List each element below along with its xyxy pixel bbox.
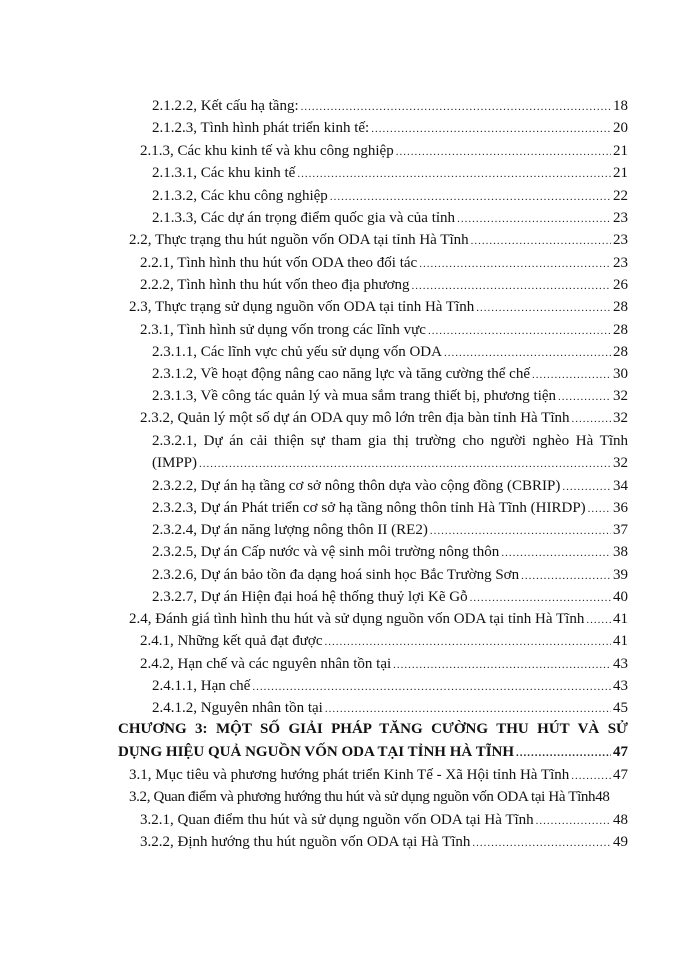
toc-entry-page: 48 [613,812,628,828]
toc-entry-title: 2.2, Thực trạng thu hút nguồn vốn ODA tại tỉnh Hà Tĩnh [129,232,469,248]
toc-leader-dots [444,343,611,363]
toc-entry-page: 34 [613,478,628,494]
toc-entry-page: 23 [613,210,628,226]
toc-entry [152,587,628,607]
toc-entry-title: 2.1.3.3, Các dự án trọng điểm quốc gia và của tỉnh [152,210,456,226]
toc-entry-page: 43 [613,656,628,672]
toc-entry [152,118,628,138]
toc-entry-title: 2.4.1.2, Nguyên nhân tồn tại [152,700,323,716]
toc-entry-title: 2.2.2, Tình hình thu hút vốn theo địa phương [140,277,410,293]
toc-entry [129,230,628,250]
toc-entry-title: 2.4, Đánh giá tình hình thu hút và sử dụng nguồn vốn ODA tại tỉnh Hà Tĩnh [129,611,585,627]
toc-entry [152,453,628,473]
toc-entry-title: 2.3.2.5, Dự án Cấp nước và vệ sinh môi trường nông thôn [152,544,500,560]
toc-leader-dots [396,142,611,162]
chapter-heading-entry [118,742,628,762]
toc-entry-page: 28 [613,344,628,360]
toc-entry [152,96,628,116]
toc-entry-title: 3.2, Quan điểm và phương hướng thu hút và sử dụng nguồn vốn ODA tại Hà Tĩnh [129,789,596,805]
toc-entry [152,186,628,206]
toc-entry-title: 2.3.2.7, Dự án Hiện đại hoá hệ thống thuỷ lợi Kẽ Gỗ [152,589,468,605]
toc-entry-page: 23 [613,255,628,271]
toc-leader-dots [325,632,612,652]
toc-entry-title: 2.3.2.2, Dự án hạ tầng cơ sở nông thôn dựa vào cộng đồng (CBRIP) [152,478,561,494]
toc-entry [129,765,628,785]
toc-leader-dots [471,231,611,251]
toc-entry [140,275,628,295]
toc-entry [129,297,628,317]
toc-entry-title: 2.3.2.4, Dự án năng lượng nông thôn II (RE2) [152,522,428,538]
toc-entry-page: 28 [613,299,628,315]
toc-entry-title: DỤNG HIỆU QUẢ NGUỒN VỐN ODA TẠI TỈNH HÀ TĨNH [118,744,515,760]
toc-entry [129,787,628,807]
toc-entry [152,542,628,562]
toc-entry-page: 23 [613,232,628,248]
toc-leader-dots [301,97,611,117]
toc-entry-page: 45 [613,700,628,716]
toc-entry [140,141,628,161]
toc-leader-dots [457,209,611,229]
toc-entry-page: 32 [613,388,628,404]
toc-entry-page: 37 [613,522,628,538]
toc-entry-page: 47 [613,767,628,783]
toc-leader-dots [430,521,611,541]
toc-leader-dots [562,477,611,497]
toc-leader-dots [572,409,612,429]
toc-entry-page: 38 [613,544,628,560]
toc-leader-dots [586,610,611,630]
toc-leader-dots [419,254,611,274]
toc-entry-title: 2.4.2, Hạn chế và các nguyên nhân tồn tại [140,656,392,672]
toc-entry-page: 43 [613,678,628,694]
toc-entry [152,476,628,496]
toc-leader-dots [521,566,611,586]
toc-entry-page: 41 [613,633,628,649]
toc-entry-title: 2.3.2, Quản lý một số dự án ODA quy mô lớn trên địa bàn tỉnh Hà Tĩnh [140,410,570,426]
toc-entry-title: 2.1.2.3, Tình hình phát triển kinh tế: [152,120,370,136]
toc-entry-title: 3.2.1, Quan điểm thu hút và sử dụng nguồn vốn ODA tại Hà Tĩnh [140,812,534,828]
toc-entry [152,520,628,540]
toc-entry [152,498,628,518]
toc-entry-page: 48 [595,789,610,805]
toc-entry-page: 39 [613,567,628,583]
toc-entry-page: 20 [613,120,628,136]
toc-entry-title: 2.3.1.2, Về hoạt động nâng cao năng lực và tăng cường thể chế [152,366,530,382]
toc-entry-title: 2.4.1, Những kết quả đạt được [140,633,323,649]
toc-leader-dots [588,499,611,519]
toc-leader-dots [501,543,611,563]
toc-leader-dots [558,387,611,407]
toc-entry [140,832,628,852]
toc-entry-title: 3.1, Mục tiêu và phương hướng phát triển Kinh Tế - Xã Hội tỉnh Hà Tĩnh [129,767,570,783]
toc-leader-dots [325,699,611,719]
toc-entry-title: 2.1.3.2, Các khu công nghiệp [152,188,328,204]
toc-entry [140,654,628,674]
toc-entry-page: 41 [613,611,628,627]
toc-entry [152,364,628,384]
toc-entry-title: (IMPP) [152,455,198,471]
toc-entry-title: 2.2.1, Tình hình thu hút vốn ODA theo đối tác [140,255,418,271]
toc-entry-title: 2.1.3.1, Các khu kinh tế [152,165,296,181]
toc-entry-page: 18 [613,98,628,114]
toc-entry-title: 2.1.3, Các khu kinh tế và khu công nghiệp [140,143,394,159]
toc-entry-title: 2.3.2.3, Dự án Phát triển cơ sở hạ tầng nông thôn tỉnh Hà Tĩnh (HIRDP) [152,500,586,516]
toc-leader-dots [330,187,611,207]
toc-entry-page: 32 [613,455,628,471]
toc-entry [152,698,628,718]
toc-entry-page: 22 [613,188,628,204]
toc-leader-dots [516,743,611,763]
toc-entry-page: 28 [613,322,628,338]
toc-entry [152,342,628,362]
toc-leader-dots [199,454,611,474]
toc-entry-title: 2.3.1.3, Về công tác quản lý và mua sắm trang thiết bị, phương tiện [152,388,557,404]
toc-entry-title: 2.4.1.1, Hạn chế [152,678,251,694]
toc-entry [140,253,628,273]
toc-entry-title: 2.3.2.1, Dự án cải thiện sự tham gia thị trường cho người nghèo Hà Tĩnh [152,433,628,449]
toc-entry [152,565,628,585]
toc-entry-page: 32 [613,410,628,426]
toc-entry-page: 47 [613,744,628,760]
toc-leader-dots [297,164,611,184]
toc-entry-title: 3.2.2, Định hướng thu hút nguồn vốn ODA tại Hà Tĩnh [140,834,471,850]
toc-leader-dots [412,276,611,296]
toc-entry-page: 21 [613,165,628,181]
chapter-heading-line: CHƯƠNG 3: MỘT SỐ GIẢI PHÁP TĂNG CƯỜNG THU HÚT VÀ SỬ [118,721,628,737]
toc-leader-dots [472,833,611,853]
toc-entry-page: 26 [613,277,628,293]
toc-entry-title: 2.3.1, Tình hình sử dụng vốn trong các lĩnh vực [140,322,426,338]
toc-entry-title: 2.1.2.2, Kết cấu hạ tầng: [152,98,299,114]
toc-entry-page: 30 [613,366,628,382]
toc-entry [140,320,628,340]
toc-entry-page: 36 [613,500,628,516]
toc-leader-dots [536,811,611,831]
toc-leader-dots [371,119,611,139]
toc-leader-dots [476,298,611,318]
toc-entry-title: 2.3.2.6, Dự án bảo tồn đa dạng hoá sinh học Bắc Trường Sơn [152,567,520,583]
toc-leader-dots [571,766,611,786]
toc-leader-dots [393,655,611,675]
toc-leader-dots [470,588,611,608]
toc-entry [152,676,628,696]
toc-leader-dots [252,677,611,697]
toc-entry-title: 2.3.1.1, Các lĩnh vực chủ yếu sử dụng vốn ODA [152,344,442,360]
toc-entry-title: 2.3, Thực trạng sử dụng nguồn vốn ODA tại tỉnh Hà Tĩnh [129,299,475,315]
toc-entry [129,609,628,629]
toc-entry [140,408,628,428]
toc-entry [140,631,628,651]
toc-entry-page: 40 [613,589,628,605]
toc-entry [152,386,628,406]
toc-entry [140,810,628,830]
toc-entry [152,163,628,183]
toc-leader-dots [428,321,611,341]
toc-leader-dots [532,365,611,385]
toc-entry-page: 21 [613,143,628,159]
toc-entry [152,208,628,228]
toc-entry-page: 49 [613,834,628,850]
